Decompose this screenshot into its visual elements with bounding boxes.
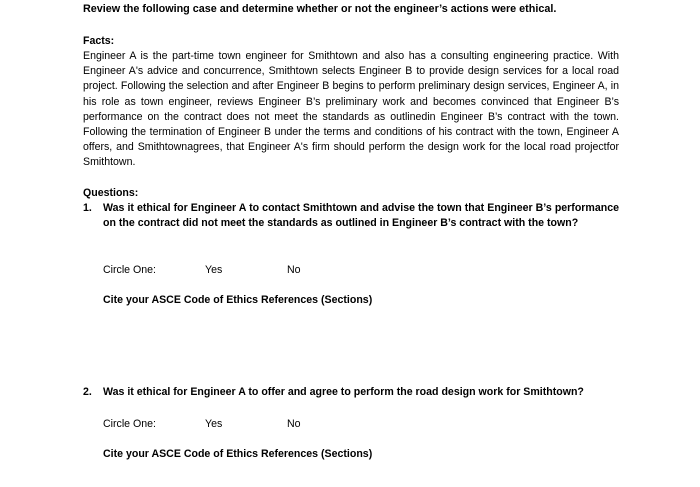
question-2-cite-prompt: Cite your ASCE Code of Ethics References (Sections): [103, 448, 373, 460]
question-1-circle-one-label: Circle One:: [103, 264, 156, 276]
question-2-number: 2.: [83, 386, 92, 398]
questions-label: Questions:: [83, 187, 139, 199]
question-1-text: Was it ethical for Engineer A to contact Smithtown and advise the town that Engineer B’s performance on the contract did not meet the standards as outlined in Engineer B’s contract with the town?: [103, 202, 619, 230]
question-2-text: Was it ethical for Engineer A to offer and agree to perform the road design work for Smithtown?: [103, 386, 584, 398]
question-2-no-option[interactable]: No: [287, 418, 301, 430]
page-heading: Review the following case and determine whether or not the engineer’s actions were ethical.: [83, 3, 557, 15]
question-1-yes-option[interactable]: Yes: [205, 264, 223, 276]
facts-paragraph: Engineer A is the part-time town engineer for Smithtown and also has a consulting engineering practice. With Engineer A's advice and concurrence, Smithtown selects Engineer B to provide design services for a local road project. Following the selection and after Engineer B begins to perform preliminary design services, Engineer A, in his role as town engineer, reviews Engineer B’s preliminary work and becomes convinced that Engineer B’s performance on the contract does not meet the standards as outlinedin Engineer B’s contract with the town. Following the termination of Engineer B under the terms and conditions of his contract with the town, Engineer A offers, and Smithtownagrees, that Engineer A's firm should perform the design work for the local road projectfor Smithtown.: [83, 50, 619, 169]
question-2-circle-one-label: Circle One:: [103, 418, 156, 430]
question-1-no-option[interactable]: No: [287, 264, 301, 276]
facts-label: Facts:: [83, 35, 115, 47]
question-2-yes-option[interactable]: Yes: [205, 418, 223, 430]
question-1-cite-prompt: Cite your ASCE Code of Ethics References (Sections): [103, 294, 373, 306]
question-1-number: 1.: [83, 202, 92, 214]
